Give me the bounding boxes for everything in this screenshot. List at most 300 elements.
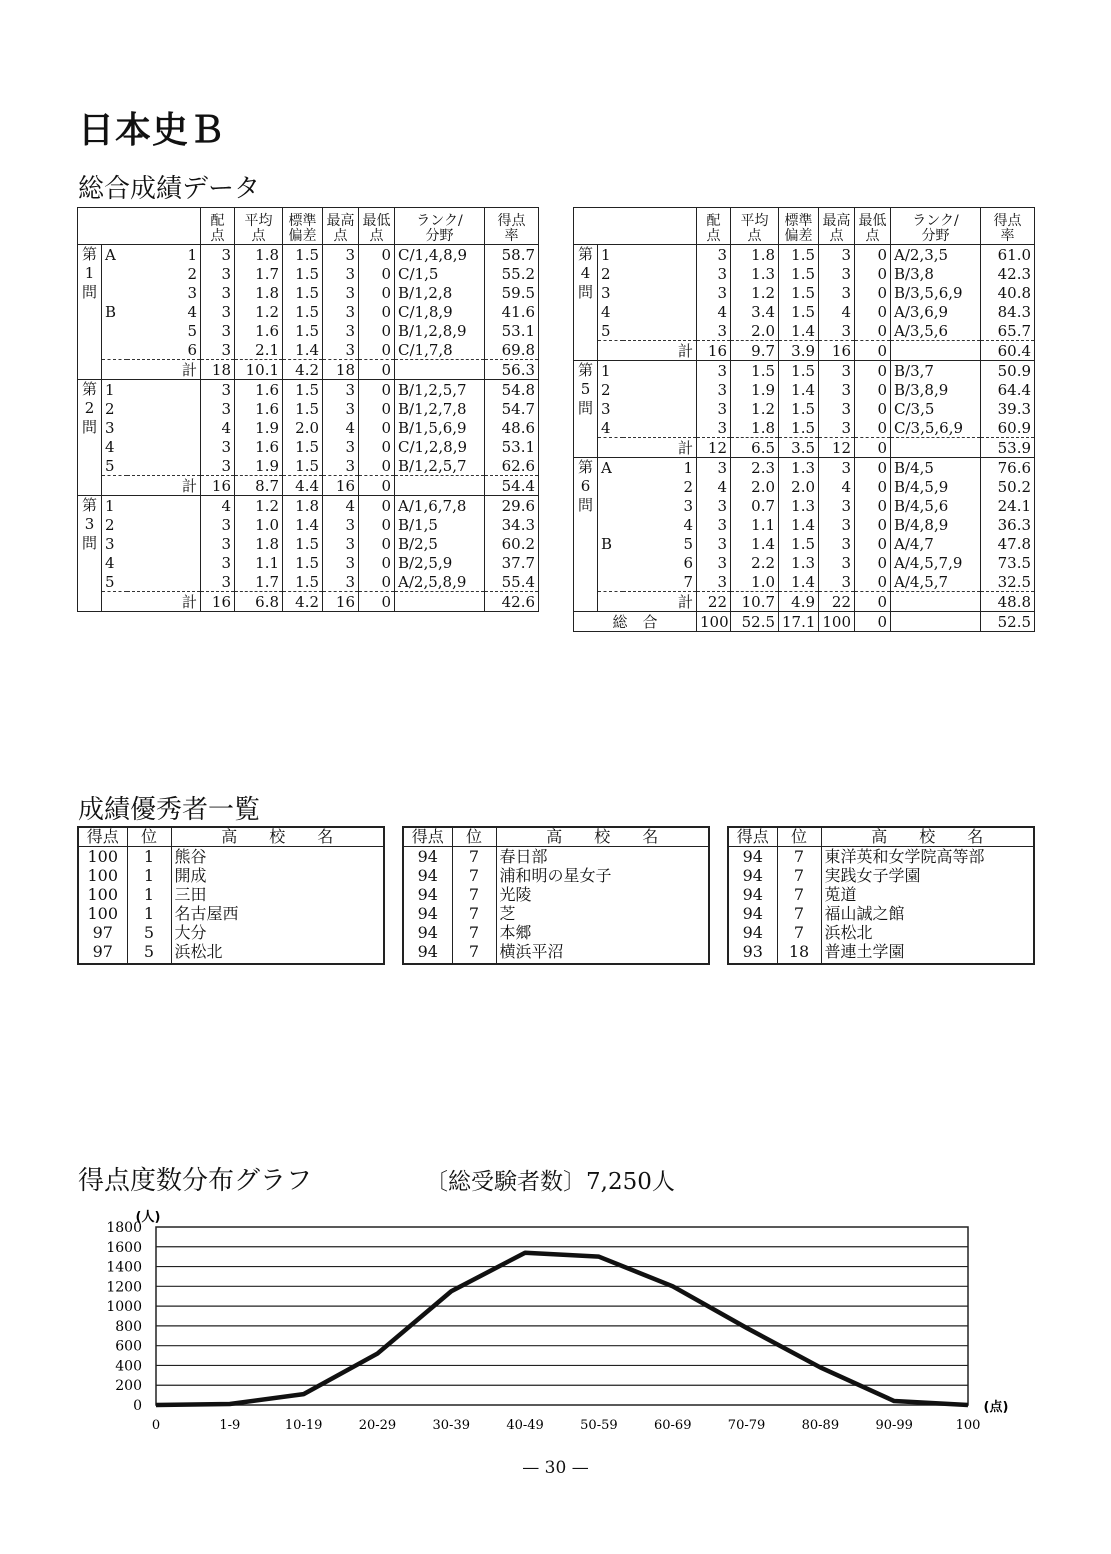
honor-rank: 7 (452, 885, 496, 904)
sub-label: B (102, 302, 127, 321)
question-label-char: 第 (81, 496, 97, 514)
column-header-text: 平均 (244, 213, 273, 229)
y-tick-label: 600 (115, 1338, 142, 1355)
table-cell: 2.0 (731, 321, 779, 341)
table-cell: 0 (359, 456, 395, 476)
table-cell: 3 (323, 245, 359, 265)
table-cell: 3 (323, 456, 359, 476)
table-cell: 1.8 (731, 245, 779, 265)
table-cell: 55.2 (485, 264, 539, 283)
item-number (127, 456, 201, 476)
table-cell: 0 (855, 496, 891, 515)
column-header-text: 平均 (740, 213, 769, 229)
total-cell: 16 (323, 476, 359, 496)
table-cell: 0 (359, 245, 395, 265)
sub-label: 2 (102, 399, 127, 418)
honor-row (728, 904, 1034, 923)
y-tick-label: 200 (115, 1378, 142, 1395)
honor-rank: 7 (452, 847, 496, 867)
column-header-text: 率 (504, 228, 519, 244)
table-row (574, 264, 1035, 283)
table-cell: 1.1 (235, 553, 283, 572)
table-row (574, 534, 1035, 553)
table-cell: 1.8 (235, 245, 283, 265)
table-cell: 0 (855, 302, 891, 321)
total-row (574, 438, 1035, 458)
table-cell: 0 (855, 572, 891, 592)
honor-score: 100 (78, 904, 127, 923)
item-number (623, 418, 697, 438)
item-number: 1 (623, 458, 697, 478)
table-cell: 3 (819, 283, 855, 302)
question-label-char: 問 (81, 534, 97, 552)
honor-rank: 7 (452, 866, 496, 885)
honor-school: 普連土学園 (824, 941, 905, 961)
honor-row (728, 847, 1034, 867)
table-row (574, 361, 1035, 381)
x-axis-label: (点) (983, 1400, 1009, 1415)
table-cell: 3 (697, 496, 731, 515)
table-cell: 76.6 (981, 458, 1035, 478)
total-label: 計 (102, 592, 201, 612)
table-cell: B/4,5 (891, 458, 981, 478)
honor-score: 94 (728, 866, 777, 885)
item-number (127, 534, 201, 553)
item-number: 5 (623, 534, 697, 553)
column-header (323, 208, 359, 245)
table-cell: 3 (697, 264, 731, 283)
table-cell: 1.5 (779, 302, 819, 321)
table-cell: 0 (359, 302, 395, 321)
item-number: 1 (127, 245, 201, 265)
question-label (574, 458, 598, 612)
sub-label (102, 321, 127, 340)
table-cell: 1.6 (235, 437, 283, 456)
honor-row (78, 885, 384, 904)
table-cell: 1.5 (283, 380, 323, 400)
total-cell: 48.8 (981, 592, 1035, 612)
table-cell: 0 (359, 380, 395, 400)
honor-rank: 7 (777, 904, 821, 923)
item-number: 6 (623, 553, 697, 572)
table-cell: 48.6 (485, 418, 539, 437)
question-label (78, 380, 102, 496)
table-row (78, 380, 539, 400)
table-cell: 1.5 (283, 456, 323, 476)
table-row (574, 553, 1035, 572)
table-cell: 3 (201, 283, 235, 302)
table-cell: 1.9 (731, 380, 779, 399)
table-cell: C/3,5,6,9 (891, 418, 981, 438)
table-cell: 0 (855, 418, 891, 438)
table-cell: 54.8 (485, 380, 539, 400)
y-axis-label: (人) (135, 1210, 161, 1225)
honor-row (78, 904, 384, 923)
table-cell: 2.0 (731, 477, 779, 496)
total-label: 計 (102, 360, 201, 380)
grand-total-row (574, 612, 1035, 632)
item-number (127, 553, 201, 572)
table-cell: 1.8 (283, 496, 323, 516)
honor-school: 光陵 (499, 884, 532, 904)
honor-rank: 7 (777, 923, 821, 942)
table-cell: 0 (855, 245, 891, 265)
page-number: — 30 — (522, 1458, 589, 1478)
table-cell: 3 (819, 534, 855, 553)
item-number (127, 418, 201, 437)
honor-rank: 5 (127, 942, 171, 964)
table-cell: 65.7 (981, 321, 1035, 341)
total-row (574, 592, 1035, 612)
item-number: 3 (623, 496, 697, 515)
honor-score: 100 (78, 885, 127, 904)
table-row (78, 399, 539, 418)
total-cell: 18 (201, 360, 235, 380)
x-tick-label: 80-89 (801, 1418, 840, 1433)
item-number (127, 437, 201, 456)
honor-row (728, 885, 1034, 904)
table-cell: 3 (201, 302, 235, 321)
honor-score: 94 (403, 942, 452, 964)
table-cell: B/3,7 (891, 361, 981, 381)
table-cell: B/3,8,9 (891, 380, 981, 399)
table-cell: 1.9 (235, 456, 283, 476)
table-cell: 0 (855, 361, 891, 381)
total-label: 計 (102, 476, 201, 496)
x-tick-label: 1-9 (219, 1418, 241, 1433)
sub-label (102, 340, 127, 360)
honor-school: 春日部 (499, 846, 548, 866)
item-number: 3 (127, 283, 201, 302)
honor-row (403, 885, 709, 904)
table-cell: 4 (697, 477, 731, 496)
table-cell: 3 (323, 321, 359, 340)
table-cell: 4 (323, 418, 359, 437)
honor-score: 94 (728, 847, 777, 867)
column-header-text: 点 (333, 228, 348, 244)
table-cell: 3 (201, 515, 235, 534)
table-cell: 60.2 (485, 534, 539, 553)
x-tick-label: 100 (955, 1418, 981, 1433)
table-cell: 1.5 (283, 399, 323, 418)
honor-header: 位 (452, 827, 496, 847)
y-tick-label: 1000 (106, 1299, 142, 1316)
table-cell: 3 (819, 496, 855, 515)
table-cell: 3 (697, 361, 731, 381)
table-cell: C/1,2,8,9 (395, 437, 485, 456)
table-cell: 3 (819, 361, 855, 381)
x-tick-label: 30-39 (432, 1418, 471, 1433)
honor-row (78, 923, 384, 942)
question-label (78, 245, 102, 380)
total-cell: 6.8 (235, 592, 283, 612)
table-cell: 0 (855, 458, 891, 478)
question-label-char: 第 (577, 245, 593, 263)
total-cell (891, 438, 981, 458)
header-blank (574, 208, 697, 245)
item-number (127, 572, 201, 592)
honor-row (78, 942, 384, 964)
honor-rank: 1 (127, 885, 171, 904)
honor-score: 94 (403, 866, 452, 885)
table-cell: 1.5 (283, 283, 323, 302)
table-cell: 3 (201, 456, 235, 476)
column-header-text: 最低 (858, 213, 887, 229)
column-header-text: 点 (706, 228, 721, 244)
item-number (127, 515, 201, 534)
table-row (78, 572, 539, 592)
column-header-text: 点 (210, 228, 225, 244)
table-cell: 4 (323, 496, 359, 516)
total-cell: 10.7 (731, 592, 779, 612)
sub-label: 3 (102, 418, 127, 437)
total-cell: 3.5 (779, 438, 819, 458)
table-cell: 64.4 (981, 380, 1035, 399)
table-cell: 40.8 (981, 283, 1035, 302)
table-cell: 3 (697, 534, 731, 553)
grand-total-cell: 52.5 (981, 612, 1035, 632)
table-cell: 3 (201, 572, 235, 592)
column-header (855, 208, 891, 245)
honor-rank: 7 (452, 923, 496, 942)
table-cell: B/4,5,6 (891, 496, 981, 515)
table-cell: 1.2 (235, 496, 283, 516)
question-label-char: 3 (84, 515, 95, 533)
sub-label: A (102, 245, 127, 265)
total-cell: 54.4 (485, 476, 539, 496)
table-cell: 3 (323, 283, 359, 302)
total-cell: 16 (697, 341, 731, 361)
total-cell: 6.5 (731, 438, 779, 458)
column-header (981, 208, 1035, 245)
table-cell: 2.1 (235, 340, 283, 360)
table-cell: 3 (697, 245, 731, 265)
honor-school: 実践女子学園 (824, 865, 921, 885)
table-cell: C/1,5 (395, 264, 485, 283)
honor-score: 94 (403, 847, 452, 867)
table-cell: 53.1 (485, 437, 539, 456)
honor-school: 福山誠之館 (824, 903, 905, 923)
honor-school: 名古屋西 (174, 903, 239, 923)
column-header-text: 分野 (921, 228, 950, 244)
total-cell: 4.9 (779, 592, 819, 612)
table-row (78, 515, 539, 534)
table-cell: 50.9 (981, 361, 1035, 381)
table-cell: 0 (359, 553, 395, 572)
table-cell: 1.5 (283, 302, 323, 321)
table-cell: 55.4 (485, 572, 539, 592)
sub-label (102, 264, 127, 283)
table-cell: A/2,3,5 (891, 245, 981, 265)
table-cell: 3 (819, 418, 855, 438)
sub-label: 4 (102, 437, 127, 456)
honor-school: 本郷 (499, 922, 532, 942)
column-header-text: 点 (865, 228, 880, 244)
honor-header: 位 (777, 827, 821, 847)
question-label-char: 問 (577, 399, 593, 417)
item-number (623, 380, 697, 399)
total-cell (891, 592, 981, 612)
sub-label (598, 515, 623, 534)
table-cell: 3 (201, 264, 235, 283)
table-cell: 3 (201, 399, 235, 418)
column-header-text: 点 (369, 228, 384, 244)
grand-total-cell (891, 612, 981, 632)
table-cell: 1.4 (283, 515, 323, 534)
honor-score: 94 (728, 885, 777, 904)
item-number: 6 (127, 340, 201, 360)
table-cell: B/4,5,9 (891, 477, 981, 496)
table-row (78, 456, 539, 476)
honors-table-3 (727, 826, 1035, 965)
table-cell: 3 (323, 399, 359, 418)
table-cell: A/4,5,7 (891, 572, 981, 592)
question-label-char: 問 (81, 418, 97, 436)
honor-score: 94 (728, 904, 777, 923)
table-cell: B/1,2,7,8 (395, 399, 485, 418)
sub-label: 1 (102, 380, 127, 400)
table-cell: B/4,8,9 (891, 515, 981, 534)
honor-header: 高 校 名 (171, 827, 384, 847)
sub-label (598, 572, 623, 592)
table-row (574, 302, 1035, 321)
table-cell: 3 (697, 458, 731, 478)
table-cell: 2.3 (731, 458, 779, 478)
table-cell: 3 (323, 264, 359, 283)
table-cell: 3 (201, 245, 235, 265)
table-cell: 0 (855, 399, 891, 418)
table-row (574, 380, 1035, 399)
column-header-text: 偏差 (288, 228, 317, 244)
table-cell: B/1,5 (395, 515, 485, 534)
table-cell: 1.6 (235, 399, 283, 418)
table-cell: 32.5 (981, 572, 1035, 592)
table-cell: 0.7 (731, 496, 779, 515)
table-cell: 3 (819, 245, 855, 265)
honor-school: 熊谷 (174, 846, 207, 866)
table-row (78, 553, 539, 572)
sub-label: 2 (102, 515, 127, 534)
total-cell: 42.6 (485, 592, 539, 612)
honor-score: 94 (728, 923, 777, 942)
table-cell: 3 (819, 553, 855, 572)
table-cell: 1.2 (235, 302, 283, 321)
sub-label: 2 (598, 380, 623, 399)
item-number (623, 361, 697, 381)
table-cell: 1.5 (283, 264, 323, 283)
total-cell (395, 476, 485, 496)
question-label-char: 問 (577, 283, 593, 301)
table-cell: 69.8 (485, 340, 539, 360)
table-cell: 1.6 (235, 321, 283, 340)
table-cell: 62.6 (485, 456, 539, 476)
table-row (574, 321, 1035, 341)
y-tick-label: 1600 (106, 1239, 142, 1256)
item-number (127, 496, 201, 516)
column-header (731, 208, 779, 245)
honor-row (403, 904, 709, 923)
honor-row (403, 923, 709, 942)
table-cell: 0 (855, 283, 891, 302)
table-cell: C/3,5 (891, 399, 981, 418)
total-cell: 0 (359, 360, 395, 380)
column-header-text: 点 (251, 228, 266, 244)
table-row (78, 534, 539, 553)
x-tick-label: 40-49 (506, 1418, 544, 1433)
item-number (623, 321, 697, 341)
table-cell: 3 (697, 283, 731, 302)
table-cell: 1.8 (235, 534, 283, 553)
question-label (78, 496, 102, 612)
total-cell (395, 360, 485, 380)
total-cell: 12 (819, 438, 855, 458)
total-cell: 0 (855, 341, 891, 361)
question-label-char: 第 (577, 458, 593, 476)
table-cell: 1.5 (779, 245, 819, 265)
table-cell: 36.3 (981, 515, 1035, 534)
item-number: 4 (623, 515, 697, 534)
total-cell: 0 (855, 438, 891, 458)
honor-rank: 1 (127, 847, 171, 867)
question-label-char: 5 (580, 380, 591, 398)
question-label-char: 1 (84, 264, 95, 282)
table-cell: A/3,6,9 (891, 302, 981, 321)
sub-label: 3 (102, 534, 127, 553)
table-cell: 3 (697, 515, 731, 534)
y-tick-label: 1200 (106, 1279, 142, 1296)
total-cell: 18 (323, 360, 359, 380)
table-cell: 1.9 (235, 418, 283, 437)
total-cell: 0 (359, 592, 395, 612)
question-label-char: 2 (84, 399, 95, 417)
column-header (395, 208, 485, 245)
question-label-char: 第 (81, 245, 97, 263)
table-cell: 3 (697, 380, 731, 399)
table-cell: 3 (201, 553, 235, 572)
column-header-text: 分野 (425, 228, 454, 244)
table-cell: C/1,7,8 (395, 340, 485, 360)
table-cell: B/1,2,8 (395, 283, 485, 302)
honor-score: 100 (78, 847, 127, 867)
table-cell: 0 (359, 572, 395, 592)
table-cell: 29.6 (485, 496, 539, 516)
total-label: 計 (598, 592, 697, 612)
table-cell: 3 (201, 534, 235, 553)
table-cell: 3 (323, 340, 359, 360)
table-cell: 1.4 (779, 380, 819, 399)
table-cell: 3 (819, 458, 855, 478)
table-cell: 3 (201, 321, 235, 340)
total-cell: 16 (201, 476, 235, 496)
column-header-text: 最低 (362, 213, 391, 229)
column-header-text: ランク/ (912, 213, 959, 229)
honors-table-2 (402, 826, 710, 965)
table-cell: 1.4 (283, 340, 323, 360)
item-number (127, 399, 201, 418)
table-cell: 0 (855, 553, 891, 572)
honor-score: 97 (78, 942, 127, 964)
sub-label (598, 553, 623, 572)
table-cell: 2.0 (283, 418, 323, 437)
y-tick-label: 0 (133, 1398, 142, 1414)
table-cell: 0 (359, 515, 395, 534)
table-cell: 1.5 (779, 418, 819, 438)
table-cell: 0 (855, 477, 891, 496)
table-row (574, 496, 1035, 515)
sub-label: 3 (598, 399, 623, 418)
table-cell: 59.5 (485, 283, 539, 302)
table-cell: 58.7 (485, 245, 539, 265)
